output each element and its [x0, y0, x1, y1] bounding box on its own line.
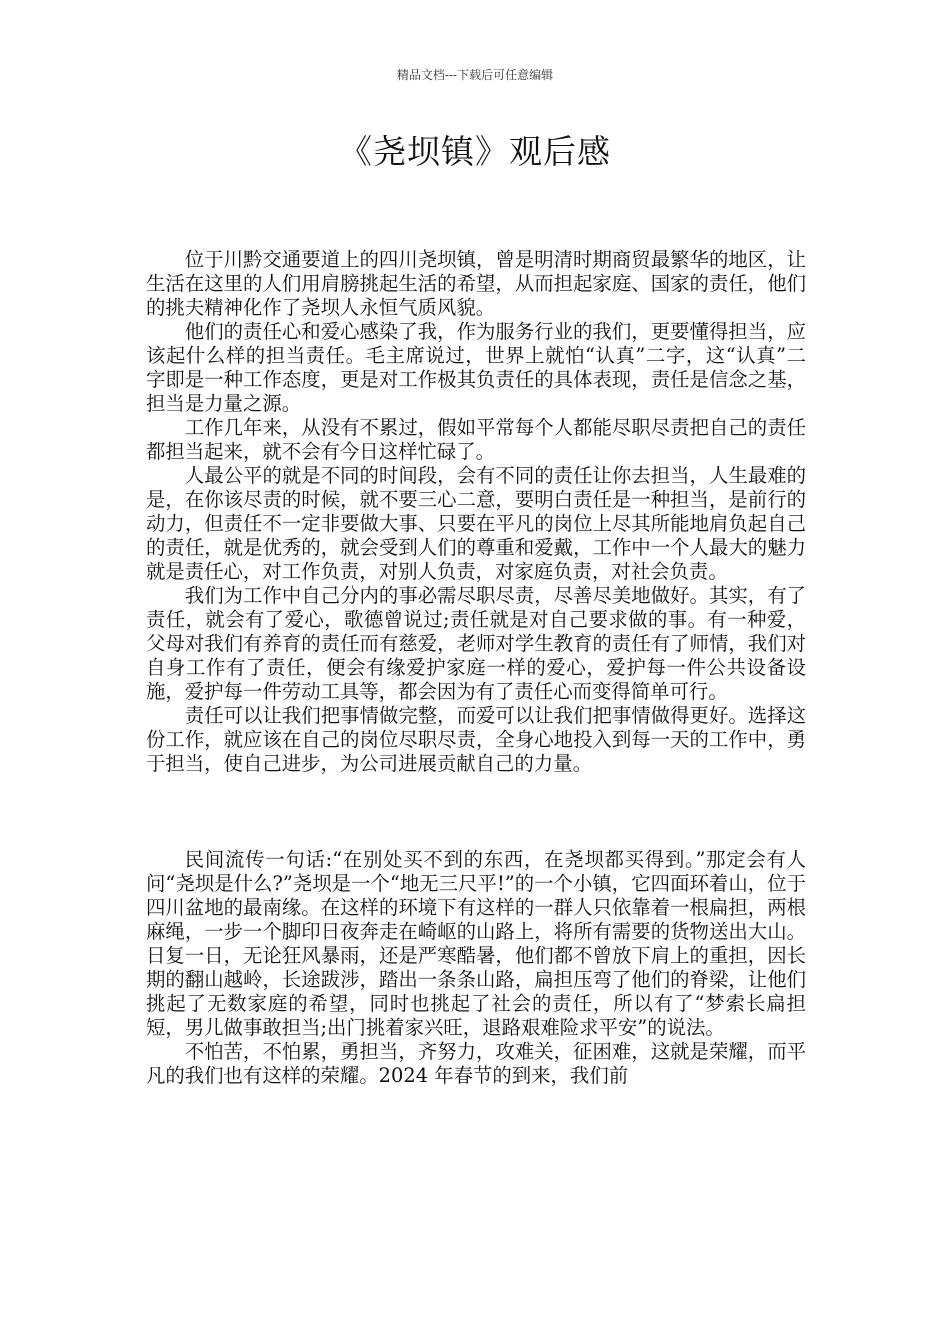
document-body [146, 248, 806, 1088]
header-note: 精品文档---下载后可任意编辑 [396, 68, 554, 82]
paragraph: 民间流传一句话:“在别处买不到的东西，在尧坝都买得到。”那定会有人问“尧坝是什么?”尧坝是一个“地无三尺平!”的一个小镇，它四面环着山，位于四川盆地的最南缘。在这样的环境下有这样的一群人只依靠着一根扁担，两根麻绳，一步一个脚印日夜奔走在崎岖的山路上，将所有需要的货物送出大山。日复一日，无论狂风暴雨，还是严寒酷暑，他们都不曾放下肩上的重担，因长期的翻山越岭，长途跋涉，踏出一条条山路，扁担压弯了他们的脊梁，让他们挑起了无数家庭的希望，同时也挑起了社会的责任，所以有了“梦索长扁担短，男儿做事敢担当;出门挑着家兴旺，退路艰难险求平安”的说法。 [146, 848, 806, 1039]
paragraph: 位于川黔交通要道上的四川尧坝镇，曾是明清时期商贸最繁华的地区，让生活在这里的人们用肩膀挑起生活的希望，从而担起家庭、国家的责任，他们的挑夫精神化作了尧坝人永恒气质风貌。 [146, 248, 806, 319]
paragraph: 不怕苦，不怕累，勇担当，齐努力，攻难关，征困难，这就是荣耀，而平凡的我们也有这样的荣耀。2024 年春节的到来，我们前 [146, 1040, 806, 1087]
paragraph: 我们为工作中自己分内的事必需尽职尽责，尽善尽美地做好。其实，有了责任，就会有了爱心，歌德曾说过;责任就是对自己要求做的事。有一种爱，父母对我们有养育的责任而有慈爱，老师对学生教育的责任有了师情，我们对自身工作有了责任，便会有缘爱护家庭一样的爱心，爱护每一件公共设备设施，爱护每一件劳动工具等，都会因为有了责任心而变得简单可行。 [146, 584, 806, 703]
section-spacer [146, 776, 806, 848]
paragraph: 工作几年来，从没有不累过，假如平常每个人都能尽职尽责把自己的责任都担当起来，就不会有今日这样忙碌了。 [146, 416, 806, 463]
paragraph: 责任可以让我们把事情做完整，而爱可以让我们把事情做得更好。选择这份工作，就应该在自己的岗位尽职尽责，全身心地投入到每一天的工作中，勇于担当，使自己进步，为公司进展贡献自己的力量。 [146, 704, 806, 775]
paragraph: 他们的责任心和爱心感染了我，作为服务行业的我们，更要懂得担当，应该起什么样的担当责任。毛主席说过，世界上就怕“认真”二字，这“认真”二字即是一种工作态度，更是对工作极其负责任的具体表现，责任是信念之基，担当是力量之源。 [146, 320, 806, 415]
paragraph: 人最公平的就是不同的时间段，会有不同的责任让你去担当，人生最难的是，在你该尽责的时候，就不要三心二意，要明白责任是一种担当，是前行的动力，但责任不一定非要做大事、只要在平凡的岗位上尽其所能地肩负起自己的责任，就是优秀的，就会受到人们的尊重和爱戴，工作中一个人最大的魅力就是责任心，对工作负责，对别人负责，对家庭负责，对社会负责。 [146, 464, 806, 583]
document-title: 《尧坝镇》观后感 [339, 132, 611, 171]
